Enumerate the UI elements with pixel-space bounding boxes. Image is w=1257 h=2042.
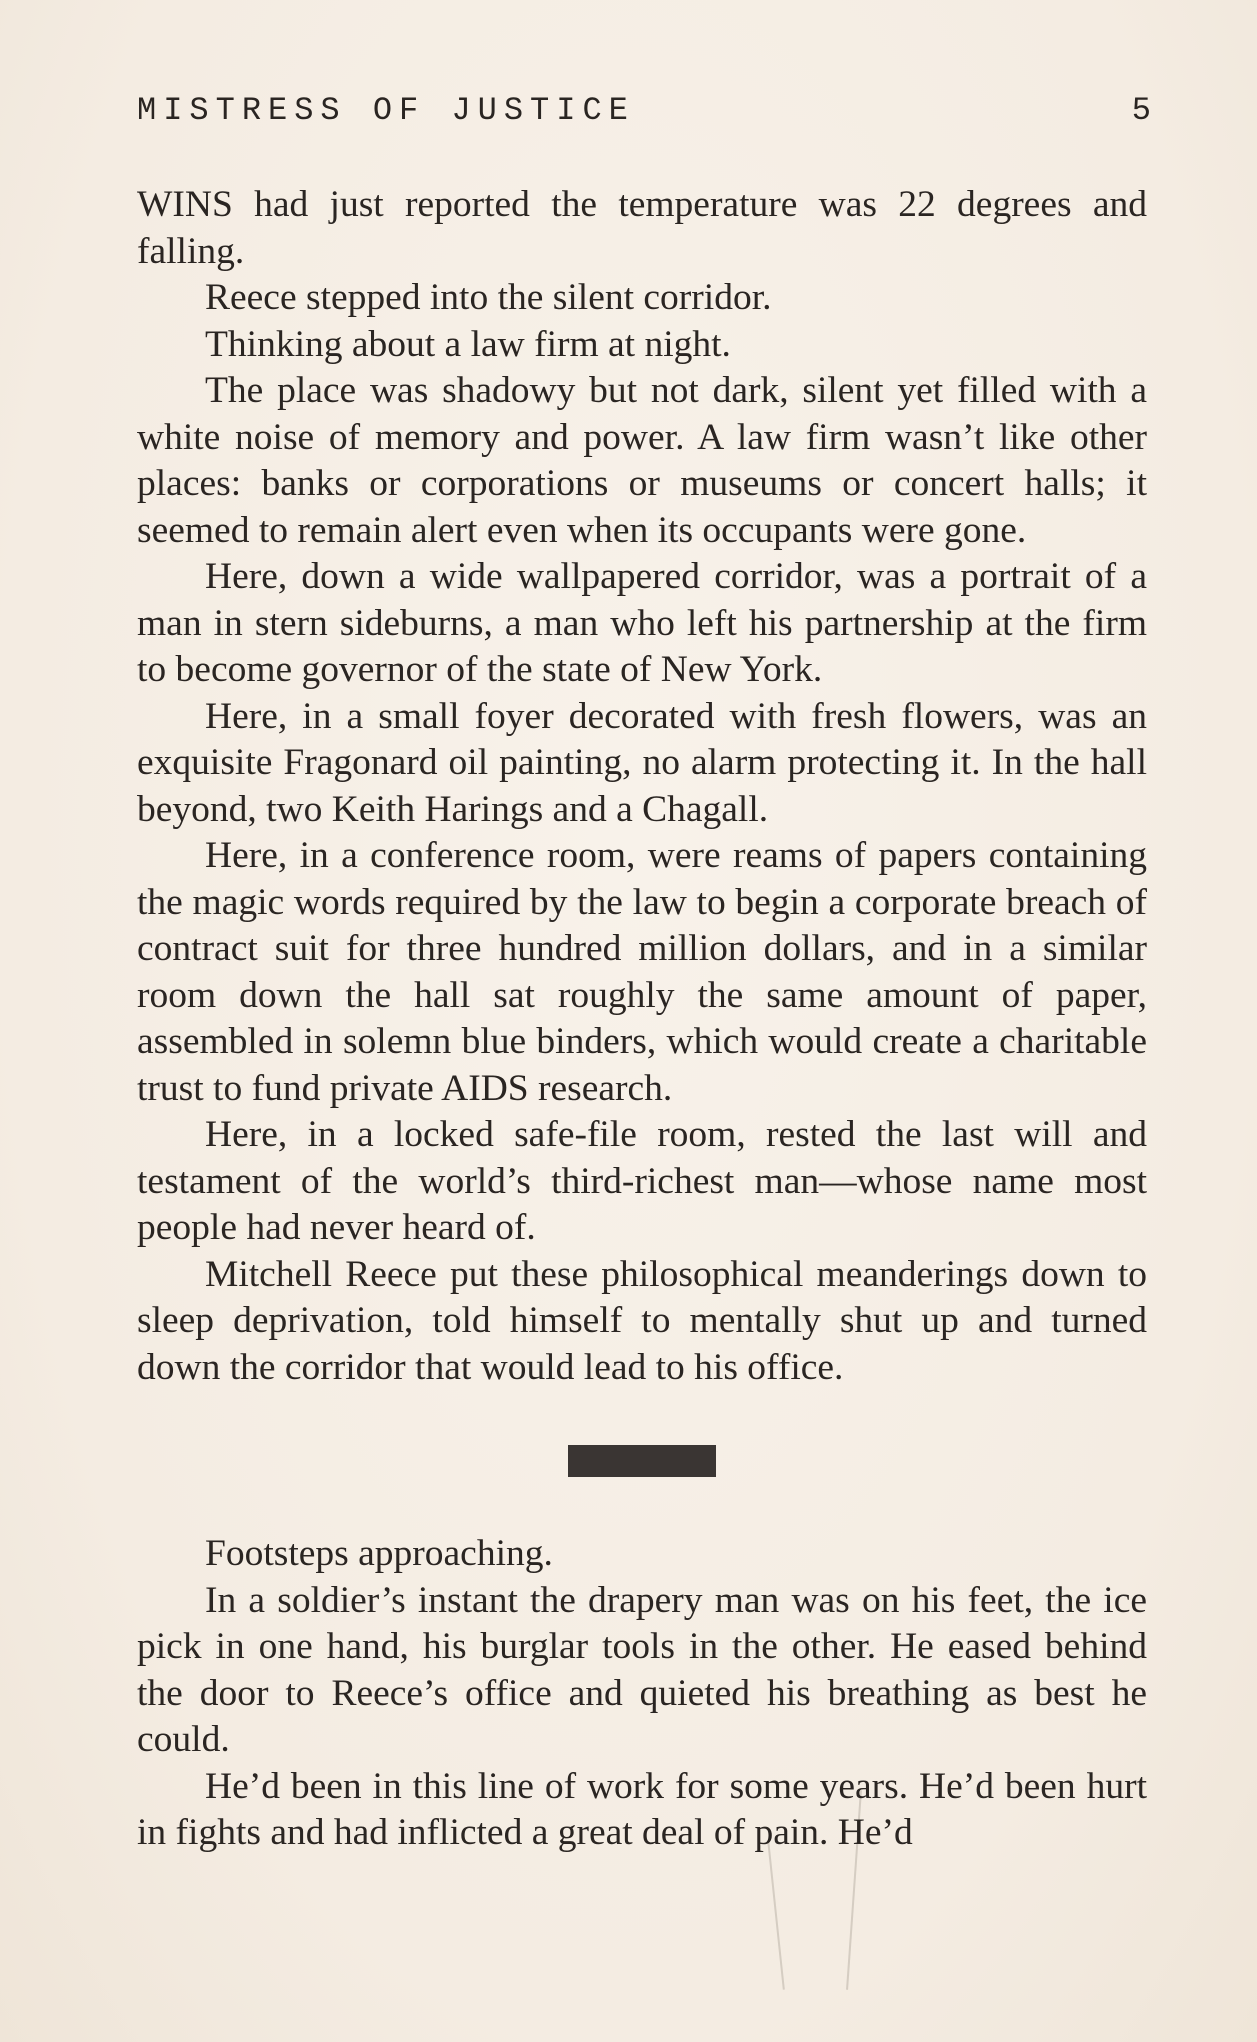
- paragraph: Thinking about a law firm at night.: [205, 323, 731, 365]
- paragraph: Mitchell Reece put these philosophical meanderings down to sleep deprivation, told himself to mentally shut up and turned down the corridor that would lead to his office.: [137, 1253, 1147, 1388]
- paragraph: He’d been in this line of work for some years. He’d been hurt in fights and had inflicted a great deal of pain. He’d: [137, 1765, 1147, 1853]
- section-break-bar: [568, 1445, 716, 1477]
- running-head: [137, 92, 1151, 132]
- body-text: [137, 182, 1147, 1857]
- paragraph: The place was shadowy but not dark, silent yet filled with a white noise of memory and power. A law firm wasn’t like other places: banks or corporations or museums or concert halls; it seemed to remain alert even when its occupants were gone.: [137, 370, 1147, 551]
- paragraph: Here, in a small foyer decorated with fresh flowers, was an exquisite Fragonard oil painting, no alarm protecting it. In the hall beyond, two Keith Harings and a Chagall.: [137, 695, 1147, 830]
- paragraph: WINS had just reported the temperature was 22 degrees and falling.: [137, 184, 1147, 272]
- paragraph: Here, in a locked safe-file room, rested the last will and testament of the world’s third-richest man—whose name most people had never heard of.: [137, 1114, 1147, 1248]
- paragraph: Here, in a conference room, were reams of papers containing the magic words required by the law to begin a corporate breach of contract suit for three hundred million dollars, and in a similar room down the hall sat roughly the same amount of paper, assembled in solemn blue binders, which would create a charitable trust to fund private AIDS research.: [137, 835, 1147, 1109]
- paragraph: In a soldier’s instant the drapery man was on his feet, the ice pick in one hand, his burglar tools in the other. He eased behind the door to Reece’s office and quieted his breathing as best he could.: [137, 1579, 1147, 1760]
- page-number: 5: [1131, 92, 1151, 129]
- paragraph: Here, down a wide wallpapered corridor, was a portrait of a man in stern sideburns, a man who left his partnership at the firm to become governor of the state of New York.: [137, 556, 1147, 690]
- paragraph: Reece stepped into the silent corridor.: [205, 277, 772, 318]
- paragraph: Footsteps approaching.: [205, 1533, 553, 1574]
- running-title: MISTRESS OF JUSTICE: [137, 92, 635, 129]
- scan-artifact: [767, 1840, 785, 1989]
- section-break: [137, 1391, 1147, 1531]
